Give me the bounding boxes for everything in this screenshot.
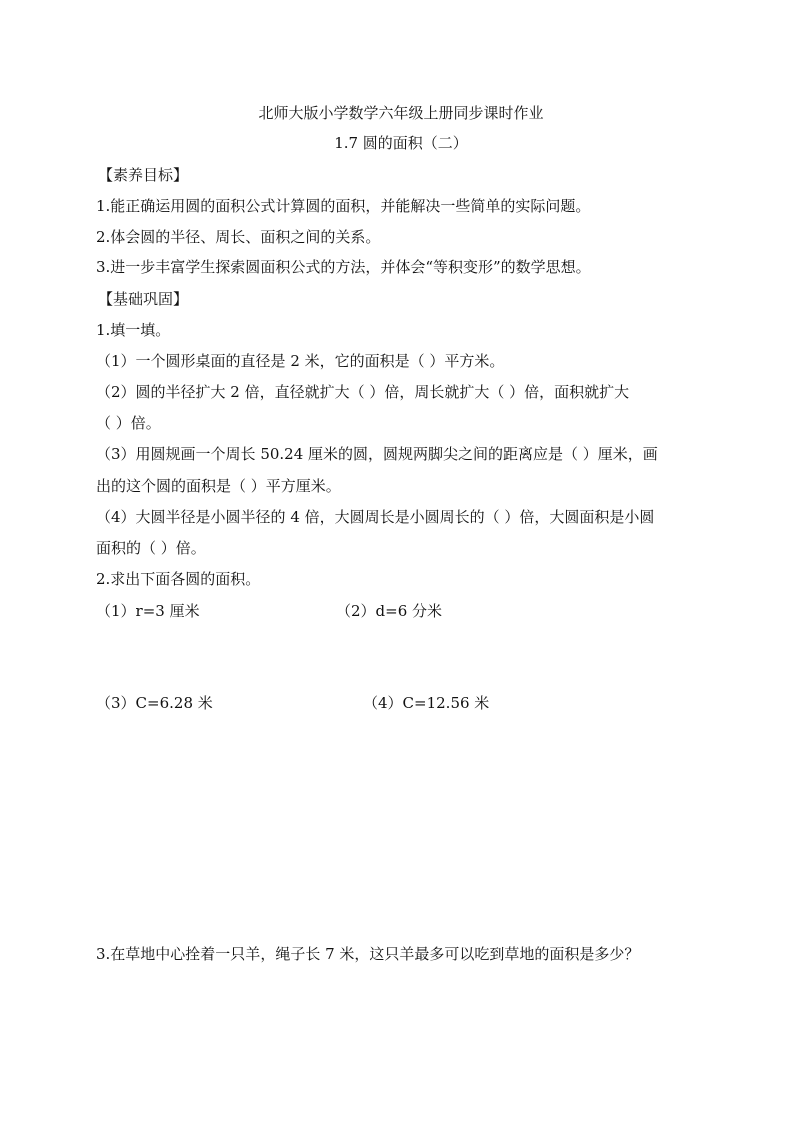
question-1-title: 1.填一填。 bbox=[96, 321, 171, 339]
question-2-item-1: （1）r=3 厘米 bbox=[96, 602, 200, 620]
basics-heading: 【基础巩固】 bbox=[98, 290, 189, 308]
question-1-item: （4）大圆半径是小圆半径的 4 倍，大圆周长是小圆周长的（ ）倍，大圆面积是小圆 bbox=[96, 508, 655, 526]
question-1-item: （2）圆的半径扩大 2 倍，直径就扩大（ ）倍，周长就扩大（ ）倍，面积就扩大 bbox=[96, 383, 630, 401]
question-1-item: 面积的（ ）倍。 bbox=[96, 539, 206, 557]
lesson-title: 1.7 圆的面积（二） bbox=[334, 134, 468, 152]
question-1-item: （1）一个圆形桌面的直径是 2 米，它的面积是（ ）平方米。 bbox=[96, 352, 505, 370]
goal-item: 3.进一步丰富学生探索圆面积公式的方法，并体会“等积变形”的数学思想。 bbox=[96, 258, 591, 276]
page-title: 北师大版小学数学六年级上册同步课时作业 bbox=[258, 104, 544, 122]
question-2-title: 2.求出下面各圆的面积。 bbox=[96, 570, 261, 588]
question-1-item: （ ）倍。 bbox=[96, 414, 161, 432]
question-1-item: 出的这个圆的面积是（ ）平方厘米。 bbox=[96, 477, 341, 495]
question-1-item: （3）用圆规画一个周长 50.24 厘米的圆，圆规两脚尖之间的距离应是（ ）厘米，画 bbox=[96, 445, 658, 463]
question-2-item-2: （2）d=6 分米 bbox=[336, 602, 443, 620]
goal-item: 1.能正确运用圆的面积公式计算圆的面积，并能解决一些简单的实际问题。 bbox=[96, 197, 591, 215]
question-3-title: 3.在草地中心拴着一只羊，绳子长 7 米，这只羊最多可以吃到草地的面积是多少？ bbox=[96, 945, 640, 963]
question-2-item-3: （3）C=6.28 米 bbox=[96, 694, 213, 712]
goals-heading: 【素养目标】 bbox=[98, 166, 189, 184]
goal-item: 2.体会圆的半径、周长、面积之间的关系。 bbox=[96, 228, 381, 246]
question-2-item-4: （4）C=12.56 米 bbox=[363, 694, 490, 712]
